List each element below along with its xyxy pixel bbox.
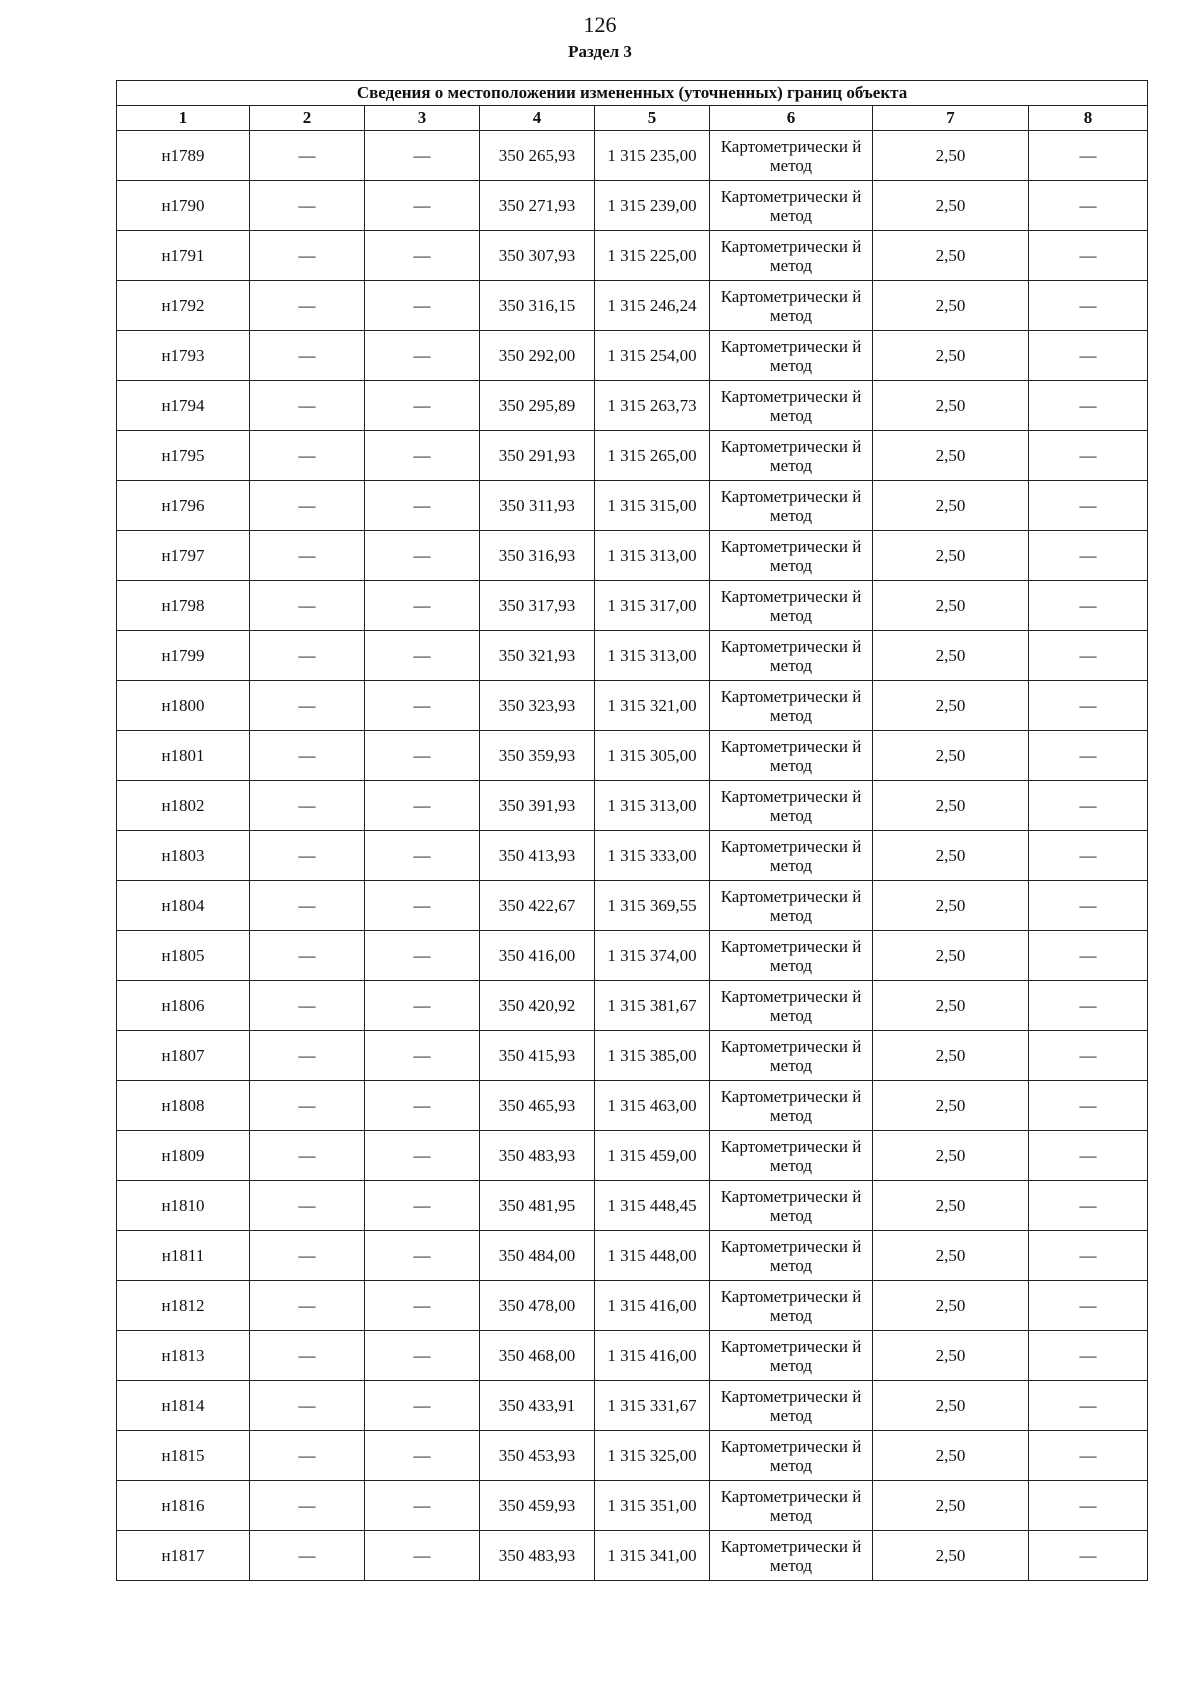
table-cell-col-7: 2,50 [873,431,1029,481]
table-cell-col-4: 350 468,00 [480,1331,595,1381]
table-cell-col-3: — [365,381,480,431]
table-cell-col-2: — [250,1081,365,1131]
column-header-row [117,106,1148,131]
table-cell-col-4: 350 459,93 [480,1481,595,1531]
table-cell-col-5: 1 315 239,00 [595,181,710,231]
table-cell-col-3: — [365,181,480,231]
table-row [117,531,1148,581]
table-cell-col-3: — [365,781,480,831]
table-cell-col-8: — [1029,381,1148,431]
table-cell-col-3: — [365,1231,480,1281]
table-cell-col-5: 1 315 416,00 [595,1331,710,1381]
table-row [117,1531,1148,1581]
table-cell-col-7: 2,50 [873,281,1029,331]
table-cell-col-8: — [1029,1531,1148,1581]
table-row [117,881,1148,931]
table-cell-col-2: — [250,881,365,931]
table-cell-col-3: — [365,1431,480,1481]
table-cell-col-5: 1 315 448,00 [595,1231,710,1281]
table-cell-col-1: н1817 [117,1531,250,1581]
table-cell-col-8: — [1029,1181,1148,1231]
table-cell-col-7: 2,50 [873,881,1029,931]
table-row [117,981,1148,1031]
table-row [117,181,1148,231]
table-cell-col-3: — [365,581,480,631]
table-cell-col-2: — [250,581,365,631]
table-cell-col-5: 1 315 313,00 [595,781,710,831]
table-cell-col-1: н1800 [117,681,250,731]
table-cell-col-3: — [365,281,480,331]
table-cell-col-4: 350 465,93 [480,1081,595,1131]
table-cell-col-8: — [1029,831,1148,881]
table-cell-col-6: Картометрически й метод [710,931,873,981]
table-cell-col-7: 2,50 [873,1181,1029,1231]
table-cell-col-3: — [365,481,480,531]
table-cell-col-1: н1803 [117,831,250,881]
table-cell-col-2: — [250,1281,365,1331]
table-cell-col-5: 1 315 305,00 [595,731,710,781]
table-cell-col-8: — [1029,931,1148,981]
table-cell-col-8: — [1029,231,1148,281]
table-cell-col-3: — [365,631,480,681]
table-cell-col-3: — [365,1181,480,1231]
table-cell-col-7: 2,50 [873,131,1029,181]
table-cell-col-4: 350 415,93 [480,1031,595,1081]
table-cell-col-8: — [1029,481,1148,531]
table-cell-col-2: — [250,1481,365,1531]
table-cell-col-6: Картометрически й метод [710,731,873,781]
table-cell-col-3: — [365,931,480,981]
table-row [117,1131,1148,1181]
table-cell-col-3: — [365,331,480,381]
table-cell-col-3: — [365,231,480,281]
table-cell-col-7: 2,50 [873,981,1029,1031]
table-cell-col-2: — [250,681,365,731]
table-cell-col-4: 350 317,93 [480,581,595,631]
column-header-5: 5 [595,106,710,131]
table-cell-col-4: 350 478,00 [480,1281,595,1331]
table-cell-col-5: 1 315 369,55 [595,881,710,931]
table-cell-col-8: — [1029,981,1148,1031]
table-cell-col-3: — [365,1381,480,1431]
table-cell-col-2: — [250,281,365,331]
table-cell-col-6: Картометрически й метод [710,181,873,231]
table-cell-col-1: н1796 [117,481,250,531]
table-cell-col-1: н1809 [117,1131,250,1181]
table-cell-col-5: 1 315 341,00 [595,1531,710,1581]
table-cell-col-8: — [1029,181,1148,231]
table-cell-col-8: — [1029,731,1148,781]
table-cell-col-5: 1 315 315,00 [595,481,710,531]
table-cell-col-7: 2,50 [873,1381,1029,1431]
column-header-7: 7 [873,106,1029,131]
table-cell-col-8: — [1029,281,1148,331]
table-cell-col-1: н1793 [117,331,250,381]
table-cell-col-1: н1790 [117,181,250,231]
table-cell-col-5: 1 315 463,00 [595,1081,710,1131]
table-cell-col-6: Картометрически й метод [710,631,873,681]
table-cell-col-8: — [1029,581,1148,631]
table-cell-col-6: Картометрически й метод [710,1481,873,1531]
table-cell-col-4: 350 291,93 [480,431,595,481]
table-cell-col-8: — [1029,781,1148,831]
table-cell-col-4: 350 316,93 [480,531,595,581]
table-cell-col-7: 2,50 [873,331,1029,381]
table-cell-col-1: н1797 [117,531,250,581]
table-cell-col-6: Картометрически й метод [710,1431,873,1481]
table-cell-col-1: н1799 [117,631,250,681]
table-cell-col-5: 1 315 416,00 [595,1281,710,1331]
table-cell-col-1: н1801 [117,731,250,781]
table-cell-col-6: Картометрически й метод [710,1131,873,1181]
table-cell-col-7: 2,50 [873,531,1029,581]
table-row [117,381,1148,431]
table-caption: Сведения о местоположении измененных (уточненных) границ объекта [117,81,1148,106]
table-cell-col-6: Картометрически й метод [710,1331,873,1381]
table-cell-col-7: 2,50 [873,781,1029,831]
table-cell-col-4: 350 481,95 [480,1181,595,1231]
table-cell-col-1: н1808 [117,1081,250,1131]
table-cell-col-6: Картометрически й метод [710,831,873,881]
table-cell-col-7: 2,50 [873,231,1029,281]
table-row [117,1231,1148,1281]
table-row [117,781,1148,831]
table-cell-col-7: 2,50 [873,1481,1029,1531]
table-cell-col-3: — [365,131,480,181]
table-cell-col-8: — [1029,631,1148,681]
table-row [117,131,1148,181]
table-cell-col-1: н1804 [117,881,250,931]
table-cell-col-6: Картометрически й метод [710,131,873,181]
table-cell-col-2: — [250,1531,365,1581]
table-cell-col-4: 350 316,15 [480,281,595,331]
table-cell-col-1: н1791 [117,231,250,281]
table-cell-col-1: н1798 [117,581,250,631]
table-cell-col-6: Картометрически й метод [710,1531,873,1581]
table-cell-col-2: — [250,781,365,831]
table-row [117,431,1148,481]
table-cell-col-8: — [1029,681,1148,731]
table-cell-col-2: — [250,481,365,531]
table-row [117,581,1148,631]
table-cell-col-4: 350 433,91 [480,1381,595,1431]
table-cell-col-2: — [250,331,365,381]
table-cell-col-2: — [250,1181,365,1231]
table-cell-col-1: н1812 [117,1281,250,1331]
table-row [117,1031,1148,1081]
table-cell-col-2: — [250,531,365,581]
table-cell-col-3: — [365,731,480,781]
table-cell-col-8: — [1029,1131,1148,1181]
table-cell-col-8: — [1029,1231,1148,1281]
table-cell-col-1: н1795 [117,431,250,481]
table-cell-col-1: н1789 [117,131,250,181]
table-cell-col-5: 1 315 459,00 [595,1131,710,1181]
table-row [117,481,1148,531]
table-cell-col-8: — [1029,331,1148,381]
table-cell-col-2: — [250,1031,365,1081]
column-header-1: 1 [117,106,250,131]
table-row [117,1181,1148,1231]
table-cell-col-1: н1802 [117,781,250,831]
table-cell-col-6: Картометрически й метод [710,1281,873,1331]
table-cell-col-8: — [1029,881,1148,931]
table-cell-col-7: 2,50 [873,831,1029,881]
table-cell-col-2: — [250,431,365,481]
table-cell-col-5: 1 315 385,00 [595,1031,710,1081]
table-row [117,631,1148,681]
table-cell-col-2: — [250,1231,365,1281]
table-cell-col-5: 1 315 317,00 [595,581,710,631]
table-cell-col-7: 2,50 [873,1131,1029,1181]
table-cell-col-7: 2,50 [873,581,1029,631]
table-cell-col-6: Картометрически й метод [710,581,873,631]
table-cell-col-1: н1805 [117,931,250,981]
table-cell-col-8: — [1029,531,1148,581]
table-cell-col-1: н1794 [117,381,250,431]
table-cell-col-5: 1 315 381,67 [595,981,710,1031]
table-cell-col-4: 350 265,93 [480,131,595,181]
table-cell-col-2: — [250,381,365,431]
table-cell-col-7: 2,50 [873,1081,1029,1131]
table-cell-col-8: — [1029,431,1148,481]
page-number: 126 [583,12,617,37]
table-cell-col-4: 350 359,93 [480,731,595,781]
table-cell-col-7: 2,50 [873,1431,1029,1481]
table-cell-col-6: Картометрически й метод [710,381,873,431]
table-cell-col-6: Картометрически й метод [710,531,873,581]
table-cell-col-2: — [250,631,365,681]
table-cell-col-5: 1 315 351,00 [595,1481,710,1531]
table-cell-col-5: 1 315 254,00 [595,331,710,381]
table-cell-col-3: — [365,831,480,881]
table-row [117,1381,1148,1431]
table-row [117,931,1148,981]
table-cell-col-4: 350 295,89 [480,381,595,431]
table-cell-col-4: 350 271,93 [480,181,595,231]
table-cell-col-3: — [365,1281,480,1331]
table-cell-col-6: Картометрически й метод [710,281,873,331]
table-cell-col-3: — [365,681,480,731]
table-cell-col-3: — [365,1131,480,1181]
table-cell-col-4: 350 416,00 [480,931,595,981]
table-cell-col-2: — [250,1431,365,1481]
table-cell-col-6: Картометрически й метод [710,431,873,481]
table-cell-col-2: — [250,931,365,981]
table-cell-col-8: — [1029,1381,1148,1431]
boundary-coordinates-table [116,80,1148,1581]
table-cell-col-5: 1 315 263,73 [595,381,710,431]
table-cell-col-6: Картометрически й метод [710,1231,873,1281]
table-cell-col-2: — [250,1131,365,1181]
table-cell-col-2: — [250,731,365,781]
table-cell-col-3: — [365,1531,480,1581]
table-cell-col-4: 350 307,93 [480,231,595,281]
table-cell-col-5: 1 315 331,67 [595,1381,710,1431]
table-cell-col-8: — [1029,1331,1148,1381]
table-cell-col-5: 1 315 246,24 [595,281,710,331]
table-cell-col-8: — [1029,1031,1148,1081]
table-cell-col-4: 350 483,93 [480,1531,595,1581]
table-cell-col-6: Картометрически й метод [710,881,873,931]
table-cell-col-5: 1 315 313,00 [595,531,710,581]
table-cell-col-2: — [250,231,365,281]
table-cell-col-6: Картометрически й метод [710,1381,873,1431]
table-cell-col-5: 1 315 265,00 [595,431,710,481]
table-cell-col-1: н1813 [117,1331,250,1381]
table-cell-col-8: — [1029,1431,1148,1481]
column-header-8: 8 [1029,106,1148,131]
table-cell-col-6: Картометрически й метод [710,1031,873,1081]
table-cell-col-4: 350 391,93 [480,781,595,831]
column-header-4: 4 [480,106,595,131]
table-body [117,131,1148,1581]
table-row [117,1431,1148,1481]
table-cell-col-7: 2,50 [873,1231,1029,1281]
table-cell-col-4: 350 453,93 [480,1431,595,1481]
table-cell-col-7: 2,50 [873,381,1029,431]
table-cell-col-3: — [365,1081,480,1131]
table-row [117,831,1148,881]
table-cell-col-3: — [365,431,480,481]
table-cell-col-4: 350 420,92 [480,981,595,1031]
section-title: Раздел 3 [568,42,632,61]
table-cell-col-3: — [365,981,480,1031]
table-row [117,231,1148,281]
table-cell-col-5: 1 315 321,00 [595,681,710,731]
table-cell-col-1: н1806 [117,981,250,1031]
table-cell-col-5: 1 315 225,00 [595,231,710,281]
table-cell-col-6: Картометрически й метод [710,1081,873,1131]
table-cell-col-6: Картометрически й метод [710,681,873,731]
table-row [117,1331,1148,1381]
table-cell-col-4: 350 483,93 [480,1131,595,1181]
table-row [117,1281,1148,1331]
table-cell-col-3: — [365,1331,480,1381]
column-header-2: 2 [250,106,365,131]
table-cell-col-5: 1 315 235,00 [595,131,710,181]
table-cell-col-3: — [365,1481,480,1531]
table-cell-col-1: н1815 [117,1431,250,1481]
table-cell-col-1: н1811 [117,1231,250,1281]
table-cell-col-5: 1 315 325,00 [595,1431,710,1481]
table-cell-col-6: Картометрически й метод [710,231,873,281]
table-row [117,281,1148,331]
table-cell-col-7: 2,50 [873,731,1029,781]
table-cell-col-1: н1814 [117,1381,250,1431]
table-cell-col-5: 1 315 448,45 [595,1181,710,1231]
table-cell-col-3: — [365,1031,480,1081]
table-cell-col-2: — [250,1381,365,1431]
table-cell-col-4: 350 311,93 [480,481,595,531]
table-cell-col-2: — [250,181,365,231]
table-cell-col-7: 2,50 [873,631,1029,681]
table-cell-col-8: — [1029,1281,1148,1331]
table-cell-col-1: н1807 [117,1031,250,1081]
table-cell-col-1: н1810 [117,1181,250,1231]
table-cell-col-4: 350 292,00 [480,331,595,381]
column-header-3: 3 [365,106,480,131]
table-row [117,681,1148,731]
table-cell-col-4: 350 422,67 [480,881,595,931]
table-cell-col-7: 2,50 [873,931,1029,981]
table-cell-col-4: 350 321,93 [480,631,595,681]
table-cell-col-6: Картометрически й метод [710,331,873,381]
table-cell-col-7: 2,50 [873,1281,1029,1331]
table-row [117,731,1148,781]
table-cell-col-6: Картометрически й метод [710,1181,873,1231]
table-cell-col-8: — [1029,1481,1148,1531]
table-cell-col-3: — [365,881,480,931]
table-cell-col-6: Картометрически й метод [710,981,873,1031]
table-cell-col-7: 2,50 [873,181,1029,231]
table-cell-col-5: 1 315 313,00 [595,631,710,681]
table-row [117,331,1148,381]
table-cell-col-6: Картометрически й метод [710,481,873,531]
table-cell-col-1: н1792 [117,281,250,331]
table-cell-col-2: — [250,1331,365,1381]
table-cell-col-4: 350 413,93 [480,831,595,881]
table-cell-col-3: — [365,531,480,581]
table-cell-col-7: 2,50 [873,481,1029,531]
table-cell-col-8: — [1029,1081,1148,1131]
table-cell-col-5: 1 315 333,00 [595,831,710,881]
table-cell-col-7: 2,50 [873,681,1029,731]
table-row [117,1481,1148,1531]
table-cell-col-4: 350 323,93 [480,681,595,731]
column-header-6: 6 [710,106,873,131]
table-cell-col-5: 1 315 374,00 [595,931,710,981]
table-cell-col-8: — [1029,131,1148,181]
table-cell-col-6: Картометрически й метод [710,781,873,831]
table-cell-col-2: — [250,131,365,181]
table-row [117,1081,1148,1131]
table-cell-col-7: 2,50 [873,1031,1029,1081]
table-cell-col-7: 2,50 [873,1331,1029,1381]
table-cell-col-4: 350 484,00 [480,1231,595,1281]
table-cell-col-1: н1816 [117,1481,250,1531]
table-cell-col-2: — [250,981,365,1031]
table-cell-col-7: 2,50 [873,1531,1029,1581]
table-cell-col-2: — [250,831,365,881]
